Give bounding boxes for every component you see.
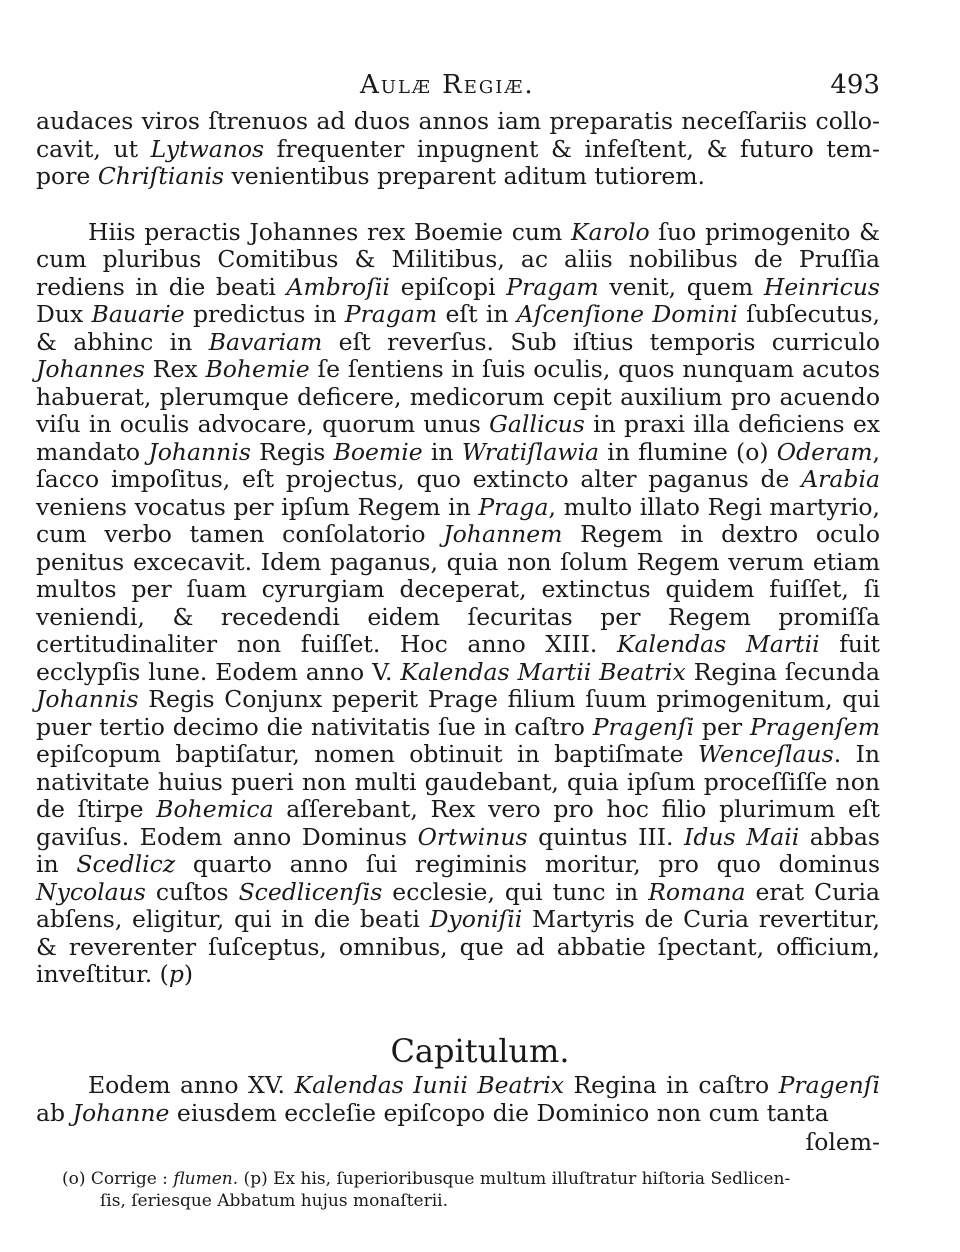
- text-run: . In nativitate huius pueri non multi gaudebant, quia ipſum proceſſiſſe non de ſtirpe: [36, 740, 881, 823]
- text-run: Regis: [250, 437, 334, 466]
- main-text: [36, 108, 880, 989]
- text-run: aſſerebant, Rex vero pro hoc filio plurimum eſt gaviſus. Eodem anno Dominus: [36, 795, 881, 851]
- text-run: epiſcopum baptiſatur, nomen obtinuit in baptiſmate: [36, 740, 698, 768]
- text-run: in: [422, 437, 462, 466]
- text-run: Rex: [144, 355, 206, 383]
- text-run: Regina in caſtro: [563, 1071, 779, 1099]
- footnote-line: [62, 1168, 882, 1190]
- italic-run: Aſcenſione Domini: [516, 300, 738, 328]
- italic-run: flumen.: [173, 1169, 239, 1189]
- italic-run: Idus Maii: [684, 822, 800, 851]
- italic-run: Kalendas Martii Beatrix: [400, 657, 686, 686]
- text-run: venientibus preparent aditum tutiorem.: [224, 162, 705, 190]
- footnote-line: ſis, ſeriesque Abbatum hujus monaſterii.: [100, 1191, 449, 1211]
- italic-run: Nycolaus: [36, 877, 146, 906]
- text-run: ab: [36, 1098, 73, 1127]
- text-run: Ex his, ſuperioribusque multum illuſtratur hiſtoria Sedlicen-: [267, 1169, 791, 1189]
- italic-run: Pragam: [344, 300, 438, 328]
- italic-run: Pragenſem: [749, 712, 880, 741]
- italic-run: Chriſtianis: [97, 162, 225, 190]
- text-run: eſt reverſus. Sub iſtius temporis curriculo: [322, 327, 881, 356]
- italic-run: Scedlicenſis: [238, 877, 383, 906]
- italic-run: Wenceſlaus: [697, 740, 834, 768]
- text-run: per: [694, 712, 750, 741]
- page-number: 493: [830, 70, 880, 100]
- text-run: , multo illato Regi martyrio, cum verbo tamen conſolatorio: [36, 492, 880, 548]
- text-run: veniens vocatus per ipſum Regem in: [36, 492, 479, 521]
- italic-run: Johanne: [72, 1098, 170, 1127]
- italic-run: Pragam: [506, 272, 599, 301]
- catchword: ſolem-: [805, 1128, 880, 1156]
- text-run: Martyris de Curia revertitur, & reverenter ſuſceptus, omnibus, que ad abbatie ſpectant, officium, inveſtitur. (: [36, 905, 880, 988]
- text-run: in praxi illa deficiens ex mandato: [36, 410, 880, 466]
- text-run: quarto anno ſui regiminis moritur, pro quo dominus: [175, 850, 881, 878]
- italic-run: Wratiſlawia: [461, 437, 599, 466]
- italic-run: Kalendas Martii: [616, 630, 820, 658]
- italic-run: Oderam: [776, 437, 873, 466]
- italic-run: Pragenſi: [592, 712, 695, 741]
- italic-run: Karolo: [571, 217, 650, 246]
- text-run: ſuo primogenito & cum pluribus Comitibus & Militibus, ac aliis nobilibus de Pruſſia rediens in die beati: [36, 217, 880, 301]
- italic-run: Romana: [648, 877, 746, 906]
- italic-run: Bohemica: [156, 795, 274, 823]
- italic-run: Johannem: [443, 520, 563, 548]
- italic-run: p: [168, 960, 184, 988]
- text-run: abbas in: [36, 822, 880, 878]
- text-run: , ſacco impoſitus, eſt projectus, quo extincto alter paganus de: [36, 437, 880, 493]
- text-run: Dux: [36, 300, 92, 328]
- text-run: eiusdem eccleſie epiſcopo die Dominico non cum tanta: [169, 1098, 829, 1127]
- text-run: Regem in dextro oculo penitus excecavit. Idem paganus, quia non ſolum Regem verum etiam multos per ſuam cyrurgiam deceperat, extinctus quidem fuiſſet, ſi veniendi, & recedendi eidem ſecuritas per Regem promiſſa certitudinaliter non fuiſſet. Hoc anno XIII.: [36, 520, 880, 658]
- chapter-paragraph: [36, 1072, 880, 1127]
- italic-run: Johannis: [36, 685, 139, 713]
- italic-run: Ortwinus: [417, 822, 528, 851]
- text-run: eſt in: [437, 300, 517, 328]
- text-run: venit, quem: [598, 272, 764, 301]
- paragraph-1: [36, 108, 880, 191]
- chapter-heading: Capitulum.: [390, 1032, 570, 1070]
- italic-run: Gallicus: [489, 410, 585, 438]
- italic-run: Praga: [478, 492, 549, 521]
- italic-run: Boemie: [333, 437, 423, 466]
- text-run: Corrige :: [85, 1169, 174, 1189]
- text-run: frequenter inpugnent & infeſtent, & futuro tem-pore: [36, 134, 880, 190]
- text-run: ): [183, 960, 194, 988]
- text-run: epiſcopi: [389, 272, 507, 301]
- italic-run: Bauarie: [91, 300, 185, 328]
- text-run: cuſtos: [145, 877, 239, 906]
- italic-run: Arabia: [801, 465, 880, 493]
- italic-run: Bavariam: [208, 327, 323, 356]
- paragraph-2: [36, 219, 880, 989]
- footnotes: [62, 1168, 882, 1212]
- italic-run: Pragenſi: [778, 1071, 880, 1099]
- text-run: ſe ſentiens in ſuis oculis, quos nunquam acutos habuerat, plerumque deficere, medicorum cepit auxilium pro acuendo viſu in oculis advocare, quorum unus: [36, 355, 880, 438]
- text-run: Eodem anno XV.: [88, 1071, 295, 1099]
- italic-run: Johannes: [36, 355, 145, 383]
- footnote-marker: (p): [238, 1169, 268, 1189]
- text-run: fuit ecclypſis lune. Eodem anno V.: [36, 630, 880, 686]
- text-run: Regis Conjunx peperit Prage filium ſuum primogenitum, qui puer tertio decimo die nativitatis ſue in caſtro: [36, 685, 880, 741]
- text-run: quintus III.: [527, 822, 685, 851]
- italic-run: Heinricus: [763, 272, 880, 301]
- page-header: [0, 70, 960, 110]
- text-run: ecclesie, qui tunc in: [382, 877, 649, 906]
- italic-run: Scedlicz: [76, 850, 176, 878]
- italic-run: Johannis: [148, 437, 251, 466]
- text-run: erat Curia abſens, eligitur, qui in die beati: [36, 877, 880, 933]
- text-run: audaces viros ſtrenuos ad duos annos iam preparatis neceſſariis collo-cavit, ut: [36, 107, 880, 163]
- text-run: Regina ſecunda: [685, 657, 881, 686]
- text-run: predictus in: [184, 300, 345, 328]
- footnote-marker: (o): [62, 1169, 86, 1189]
- italic-run: Ambroſii: [286, 272, 390, 301]
- running-head: Aulæ Regiæ.: [360, 70, 535, 100]
- italic-run: Lytwanos: [150, 134, 265, 163]
- text-run: in flumine (o): [598, 437, 777, 466]
- text-run: ſubſecutus, & abhinc in: [36, 300, 881, 356]
- italic-run: Dyoniſii: [429, 905, 523, 933]
- italic-run: Bohemie: [205, 355, 310, 383]
- italic-run: Kalendas Iunii Beatrix: [294, 1071, 564, 1099]
- text-run: Hiis peractis Johannes rex Boemie cum: [88, 217, 571, 246]
